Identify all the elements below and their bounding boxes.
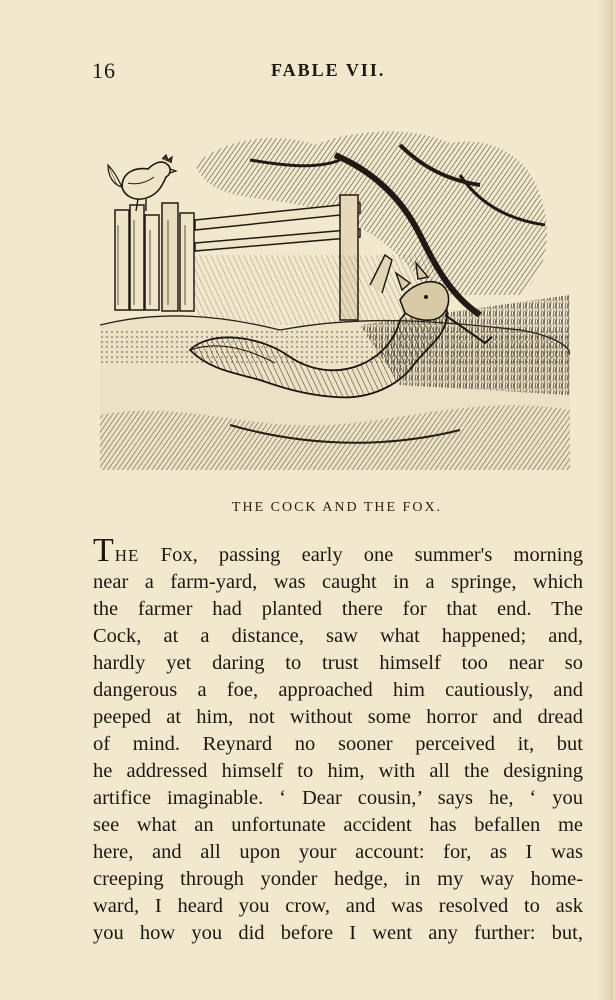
running-head: FABLE VII. [271,60,386,80]
text-line: here, and all upon your account: for, as I was [93,841,583,863]
text-line: hardly yet daring to trust himself too near so [93,652,583,674]
first-word-small-caps: HE [114,546,140,565]
text-line: artifice imaginable. ‘ Dear cousin,’ says he, ‘ you [93,787,583,809]
text-line: near a farm-yard, was caught in a springe, which [93,571,583,593]
fable-text [93,532,583,947]
text-line: he addressed himself to him, with all the designing [93,760,583,782]
drop-cap: T [93,532,114,569]
text-line: see what an unfortunate accident has befallen me [93,814,583,836]
woodcut-illustration [100,125,570,470]
background-shrubs [195,255,435,325]
text-line: the farmer had planted there for that end. The [93,598,583,620]
text-line [93,532,583,569]
text-line: you how you did before I went any further: but, [93,922,583,944]
text-line: ward, I heard you crow, and was resolved to ask [93,895,583,917]
text-line: creeping through yonder hedge, in my way home- [93,868,583,890]
text-line: dangerous a foe, approached him cautiously, and [93,679,583,701]
text-line: Cock, at a distance, saw what happened; and, [93,625,583,647]
illustration-caption: THE COCK AND THE FOX. [231,500,443,515]
text-line: peeped at him, not without some horror and dread [93,706,583,728]
text-line-content: Fox, passing early one summer's morning [139,544,583,566]
page-number: 16 [92,58,116,83]
text-line: of mind. Reynard no sooner perceived it, but [93,733,583,755]
